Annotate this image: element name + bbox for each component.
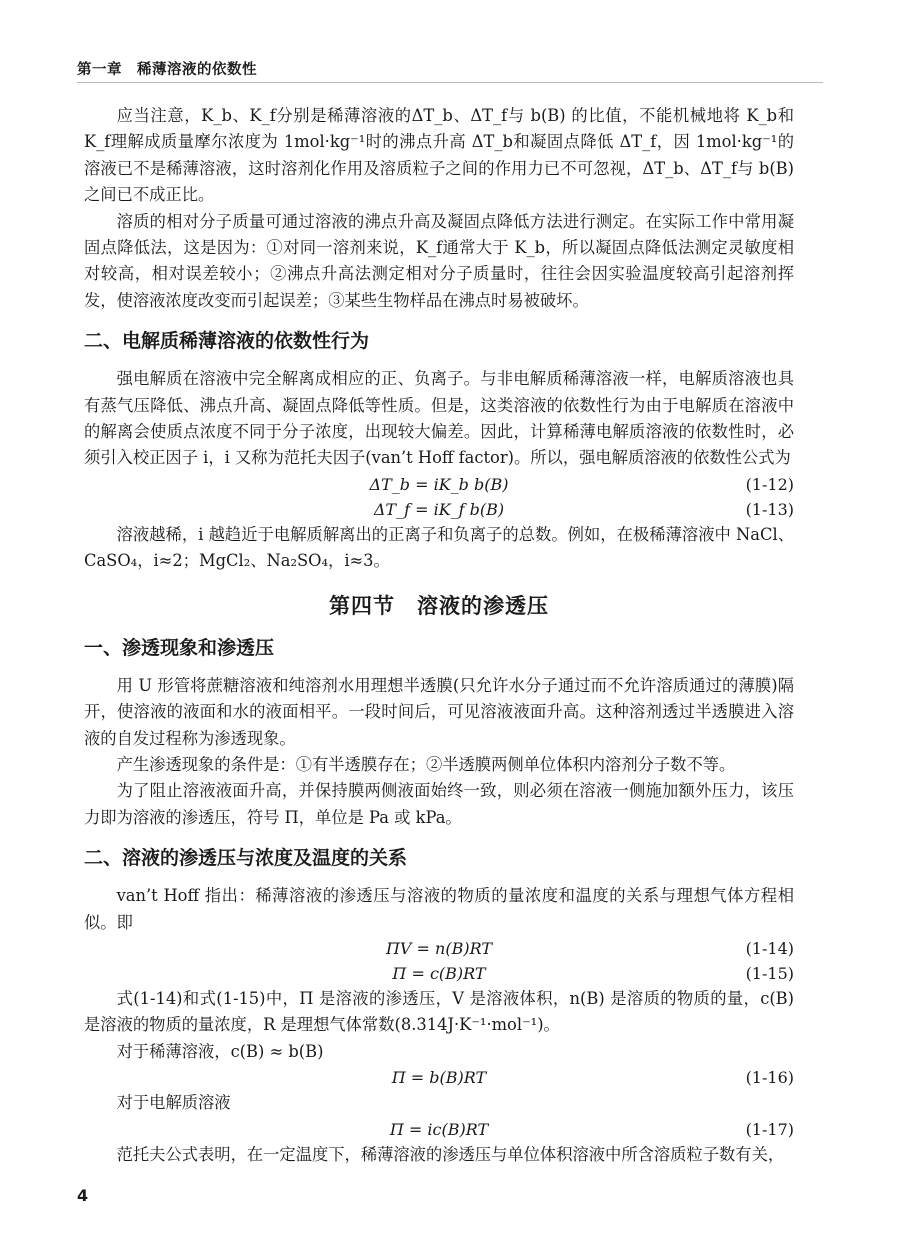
equation-number: (1-15) bbox=[745, 963, 794, 983]
section-heading-electrolyte: 二、电解质稀薄溶液的依数性行为 bbox=[84, 330, 370, 353]
paragraph-dilution: 溶液越稀，i 越趋近于电解质解离出的正离子和负离子的总数。例如，在极稀薄溶液中 NaCl、CaSO₄，i≈2；MgCl₂、Na₂SO₄，i≈3。 bbox=[84, 524, 794, 571]
equation-number: (1-16) bbox=[745, 1068, 794, 1088]
paragraph-electrolyte-case: 对于电解质溶液 bbox=[116, 1093, 231, 1113]
section-heading-concentration: 二、溶液的渗透压与浓度及温度的关系 bbox=[84, 847, 408, 870]
paragraph-kb-kf-note: 应当注意，K_b、K_f分别是稀薄溶液的ΔT_b、ΔT_f与 b(B) 的比值，不能机械地将 K_b和 K_f理解成质量摩尔浓度为 1mol·kg⁻¹时的沸点升高 ΔT_b和凝固点降低 ΔT_f，因 1mol·kg⁻¹的溶液已不是稀薄溶液，这时溶剂化作用及溶质粒子之间的作用力已不可忽视，ΔT_b、ΔT_f与 b(B) 之间已不成正比。 bbox=[84, 106, 794, 205]
chapter-section-title: 第四节 溶液的渗透压 bbox=[329, 593, 549, 618]
equation-formula: Π = ic(B)RT bbox=[389, 1119, 489, 1139]
equation-1-17 bbox=[84, 1117, 794, 1142]
page-body bbox=[84, 103, 794, 1168]
paragraph-vant-hoff: van’t Hoff 指出：稀薄溶液的渗透压与溶液的物质的量浓度和温度的关系与理想气体方程相似。即 bbox=[84, 886, 794, 932]
paragraph-conditions: 产生渗透现象的条件是：①有半透膜存在；②半透膜两侧单位体积内溶剂分子数不等。 bbox=[116, 754, 736, 774]
paragraph-electrolyte: 强电解质在溶液中完全解离成相应的正、负离子。与非电解质稀薄溶液一样，电解质溶液也具有蒸气压降低、沸点升高、凝固点降低等性质。但是，这类溶液的依数性行为由于电解质在溶液中的解离会使质点浓度不同于分子浓度，出现较大偏差。因此，计算稀薄电解质溶液的依数性时，必须引入校正因子 i，i 又称为范托夫因子(van’t Hoff factor)。所以，强电解质溶液的依数性公式为 bbox=[84, 369, 794, 468]
equation-1-13 bbox=[84, 497, 794, 522]
equation-number: (1-17) bbox=[745, 1119, 794, 1139]
equation-formula: Π = b(B)RT bbox=[391, 1068, 487, 1088]
page-number: 4 bbox=[77, 1186, 89, 1205]
paragraph-osmotic-pressure: 为了阻止溶液液面升高，并保持膜两侧液面始终一致，则必须在溶液一侧施加额外压力，该压力即为溶液的渗透压，符号 Π，单位是 Pa 或 kPa。 bbox=[84, 781, 794, 827]
equation-formula: ΠV = n(B)RT bbox=[385, 938, 493, 958]
paragraph-dilute-case: 对于稀薄溶液，c(B) ≈ b(B) bbox=[116, 1041, 324, 1061]
equation-number: (1-13) bbox=[745, 499, 794, 519]
paragraph-symbols: 式(1-14)和式(1-15)中，Π 是溶液的渗透压，V 是溶液体积，n(B) 是溶质的物质的量，c(B) 是溶液的物质的量浓度，R 是理想气体常数(8.314J·K⁻¹·mol⁻¹)。 bbox=[84, 988, 794, 1035]
equation-1-14 bbox=[84, 936, 794, 961]
equation-1-15 bbox=[84, 961, 794, 986]
paragraph-molecular-mass: 溶质的相对分子质量可通过溶液的沸点升高及凝固点降低方法进行测定。在实际工作中常用凝固点降低法，这是因为：①对同一溶剂来说，K_f通常大于 K_b，所以凝固点降低法测定灵敏度相对较高，相对误差较小；②沸点升高法测定相对分子质量时，往往会因实验温度较高引起溶剂挥发，使溶液浓度改变而引起误差；③某些生物样品在沸点时易被破坏。 bbox=[84, 211, 794, 310]
header-rule bbox=[77, 82, 823, 83]
equation-formula: Π = c(B)RT bbox=[392, 963, 486, 983]
equation-number: (1-12) bbox=[745, 474, 794, 494]
equation-1-16 bbox=[84, 1065, 794, 1090]
equation-1-12 bbox=[84, 472, 794, 497]
equation-number: (1-14) bbox=[745, 938, 794, 958]
equation-formula: ΔT_b = iK_b b(B) bbox=[369, 474, 509, 494]
paragraph-conclusion: 范托夫公式表明，在一定温度下，稀薄溶液的渗透压与单位体积溶液中所含溶质粒子数有关， bbox=[116, 1144, 785, 1164]
running-head: 第一章 稀薄溶液的依数性 bbox=[77, 62, 257, 78]
paragraph-u-tube: 用 U 形管将蔗糖溶液和纯溶剂水用理想半透膜(只允许水分子通过而不允许溶质通过的薄膜)隔开，使溶液的液面和水的液面相平。一段时间后，可见溶液液面升高。这种溶剂透过半透膜进入溶液的自发过程称为渗透现象。 bbox=[84, 675, 794, 748]
equation-formula: ΔT_f = iK_f b(B) bbox=[373, 499, 505, 519]
section-heading-osmosis: 一、渗透现象和渗透压 bbox=[84, 636, 275, 659]
